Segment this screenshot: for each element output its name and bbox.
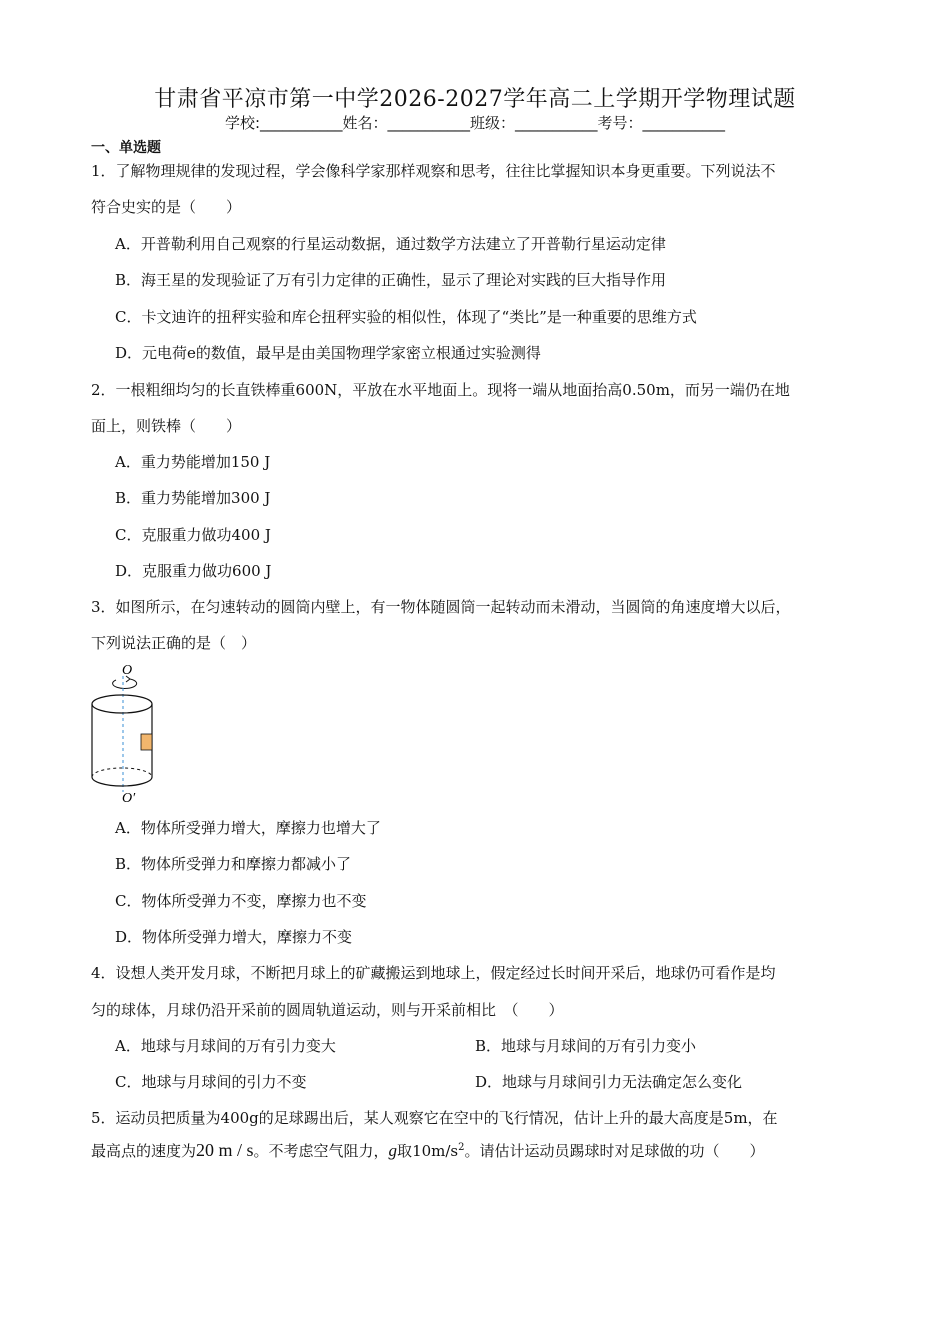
cylinder-bottom <box>92 777 152 786</box>
block-object <box>141 734 152 750</box>
q1-option-d: D．元电荷e的数值，最早是由美国物理学家密立根通过实验测得 <box>115 344 541 362</box>
q3-stem-line2: 下列说法正确的是（ ） <box>91 634 257 652</box>
q5-stem-line1: 5．运动员把质量为400g的足球踢出后，某人观察它在空中的飞行情况，估计上升的最大高度是5m，在 <box>91 1109 778 1127</box>
q5-text-b: 。不考虑空气阻力， <box>253 1142 389 1160</box>
rotating-cylinder-figure <box>86 660 166 814</box>
q1-stem-line1: 1．了解物理规律的发现过程，学会像科学家那样观察和思考，往往比掌握知识本身更重要。下列说法不 <box>91 162 776 180</box>
q2-stem-line2: 面上，则铁棒（ ） <box>91 417 242 435</box>
q1-stem-line2: 符合史实的是（ ） <box>91 198 242 216</box>
q5-g-exponent: 2 <box>458 1142 465 1153</box>
page-title: 甘肃省平凉市第一中学2026-2027学年高二上学期开学物理试题 <box>154 87 796 112</box>
student-info-line: 学校:___________姓名：___________班级：___________考号：___________ <box>224 114 726 132</box>
q5-text-a: 最高点的速度为 <box>91 1142 197 1160</box>
q2-option-d: D．克服重力做功600 J <box>115 562 272 580</box>
q3-stem-line1: 3．如图所示，在匀速转动的圆筒内壁上，有一物体随圆筒一起转动而未滑动，当圆筒的角速度增大以后， <box>91 598 791 616</box>
q2-option-b: B．重力势能增加300 J <box>115 489 271 507</box>
q5-text-d: 。请估计运动员踢球时对足球做的功（ ） <box>464 1142 765 1160</box>
q3-option-d: D．物体所受弹力增大，摩擦力不变 <box>115 928 353 946</box>
q1-option-a: A．开普勒利用自己观察的行星运动数据，通过数学方法建立了开普勒行星运动定律 <box>115 235 666 253</box>
q5-g-symbol: g <box>388 1141 398 1160</box>
q2-stem-line1: 2．一根粗细均匀的长直铁棒重600N，平放在水平地面上。现将一端从地面抬高0.50m，而另一端仍在地 <box>91 381 790 399</box>
q3-option-b: B．物体所受弹力和摩擦力都减小了 <box>115 855 352 873</box>
q4-option-a: A．地球与月球间的万有引力变大 <box>115 1037 336 1055</box>
q2-option-a: A．重力势能增加150 J <box>115 453 271 471</box>
axis-top-label: O <box>122 663 133 678</box>
cylinder-top <box>92 695 152 713</box>
axis-bottom-label: O′ <box>122 791 136 806</box>
section-heading: 一、单选题 <box>91 140 161 156</box>
q3-option-a: A．物体所受弹力增大，摩擦力也增大了 <box>115 819 381 837</box>
q4-option-d: D．地球与月球间引力无法确定怎么变化 <box>475 1073 743 1091</box>
rotation-arrow-icon <box>113 679 137 688</box>
q5-text-c: 取 <box>397 1142 413 1160</box>
q1-option-b: B．海王星的发现验证了万有引力定律的正确性，显示了理论对实践的巨大指导作用 <box>115 271 667 289</box>
q2-option-c: C．克服重力做功400 J <box>115 526 271 544</box>
q5-g-value: 10m/s <box>412 1142 459 1160</box>
q3-option-c: C．物体所受弹力不变，摩擦力也不变 <box>115 892 367 910</box>
q5-velocity: 20 m / s <box>196 1140 254 1160</box>
q4-stem-line1: 4．设想人类开发月球，不断把月球上的矿藏搬运到地球上，假定经过长时间开采后，地球仍可看作是均 <box>91 964 776 982</box>
q4-option-b: B．地球与月球间的万有引力变小 <box>475 1037 697 1055</box>
q4-option-c: C．地球与月球间的引力不变 <box>115 1073 307 1091</box>
q4-stem-line2: 匀的球体，月球仍沿开采前的圆周轨道运动，则与开采前相比 （ ） <box>91 1001 564 1019</box>
q1-option-c: C．卡文迪许的扭秤实验和库仑扭秤实验的相似性，体现了“类比”是一种重要的思维方式 <box>115 308 697 326</box>
q5-stem-line2 <box>91 1140 765 1161</box>
